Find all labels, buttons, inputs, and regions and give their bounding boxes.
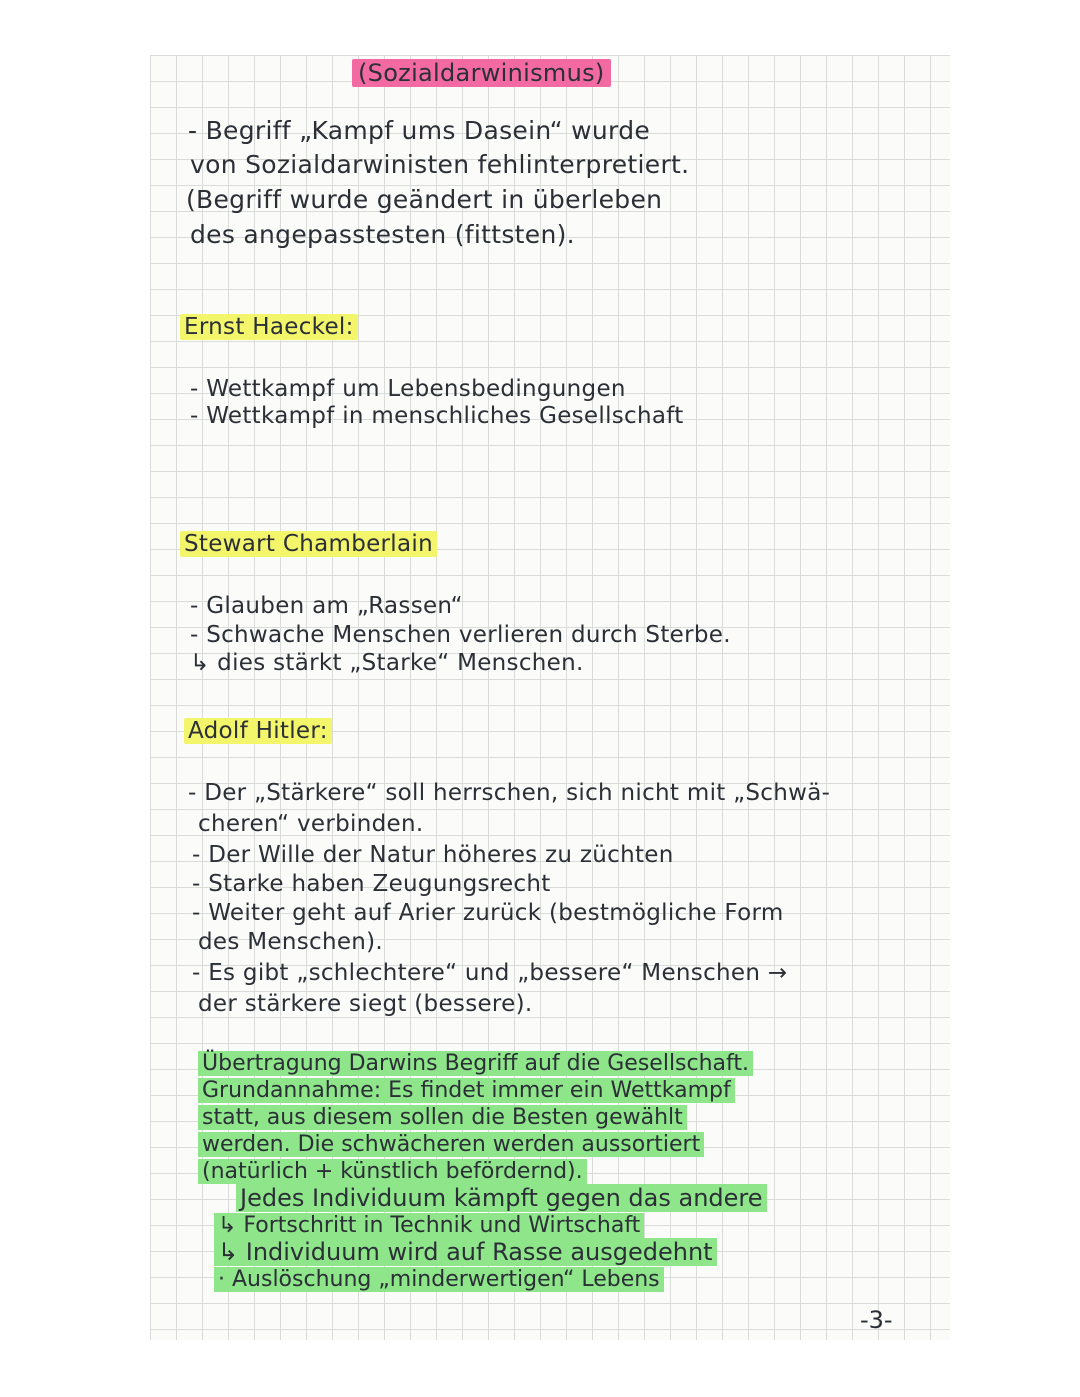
- intro-line-3: (Begriff wurde geändert in überleben: [186, 185, 663, 214]
- page-number: -3-: [860, 1306, 893, 1334]
- haeckel-item-1: - Wettkampf um Lebensbedingungen: [190, 376, 626, 402]
- hitler-item-1: - Der „Stärkere“ soll herrschen, sich nicht mit „Schwä-: [188, 780, 831, 806]
- hitler-item-4: - Weiter geht auf Arier zurück (bestmögliche Form: [192, 900, 784, 926]
- page-title: (Sozialdarwinismus): [352, 60, 611, 87]
- chamberlain-item-2: - Schwache Menschen verlieren durch Sterbe.: [190, 622, 731, 648]
- chamberlain-item-3: ↳ dies stärkt „Starke“ Menschen.: [190, 650, 584, 676]
- summary-line-9: · Auslöschung „minderwertigen“ Lebens: [198, 1266, 767, 1293]
- hitler-item-2: - Der Wille der Natur höheres zu züchten: [192, 842, 674, 868]
- hitler-item-4-cont: des Menschen).: [198, 929, 384, 955]
- hitler-item-3: - Starke haben Zeugungsrecht: [192, 871, 551, 897]
- summary-line-3: statt, aus diesem sollen die Besten gewählt: [198, 1104, 767, 1131]
- summary-line-2: Grundannahme: Es findet immer ein Wettkampf: [198, 1077, 767, 1104]
- summary-line-4: werden. Die schwächeren werden aussortiert: [198, 1131, 767, 1158]
- hitler-item-5: - Es gibt „schlechtere“ und „bessere“ Menschen →: [192, 960, 788, 986]
- haeckel-item-2: - Wettkampf in menschliches Gesellschaft: [190, 403, 684, 429]
- summary-line-5: (natürlich + künstlich befördernd).: [198, 1158, 767, 1185]
- intro-line-2: von Sozialdarwinisten fehlinterpretiert.: [190, 150, 690, 179]
- intro-line-1: - Begriff „Kampf ums Dasein“ wurde: [188, 116, 651, 145]
- summary-block: [198, 1050, 767, 1293]
- summary-line-7: ↳ Fortschritt in Technik und Wirtschaft: [198, 1212, 767, 1239]
- chamberlain-item-1: - Glauben am „Rassen“: [190, 593, 463, 619]
- hitler-heading: Adolf Hitler:: [184, 718, 332, 745]
- hitler-item-1-cont: cheren“ verbinden.: [198, 811, 424, 837]
- intro-line-4: des angepasstesten (fittsten).: [190, 220, 575, 249]
- chamberlain-heading: Stewart Chamberlain: [180, 531, 437, 558]
- summary-line-1: Übertragung Darwins Begriff auf die Gesellschaft.: [198, 1050, 767, 1077]
- summary-line-8: ↳ Individuum wird auf Rasse ausgedehnt: [198, 1239, 767, 1266]
- haeckel-heading: Ernst Haeckel:: [180, 314, 358, 341]
- summary-line-6: Jedes Individuum kämpft gegen das andere: [198, 1185, 767, 1212]
- hitler-item-5-cont: der stärkere siegt (bessere).: [198, 991, 533, 1017]
